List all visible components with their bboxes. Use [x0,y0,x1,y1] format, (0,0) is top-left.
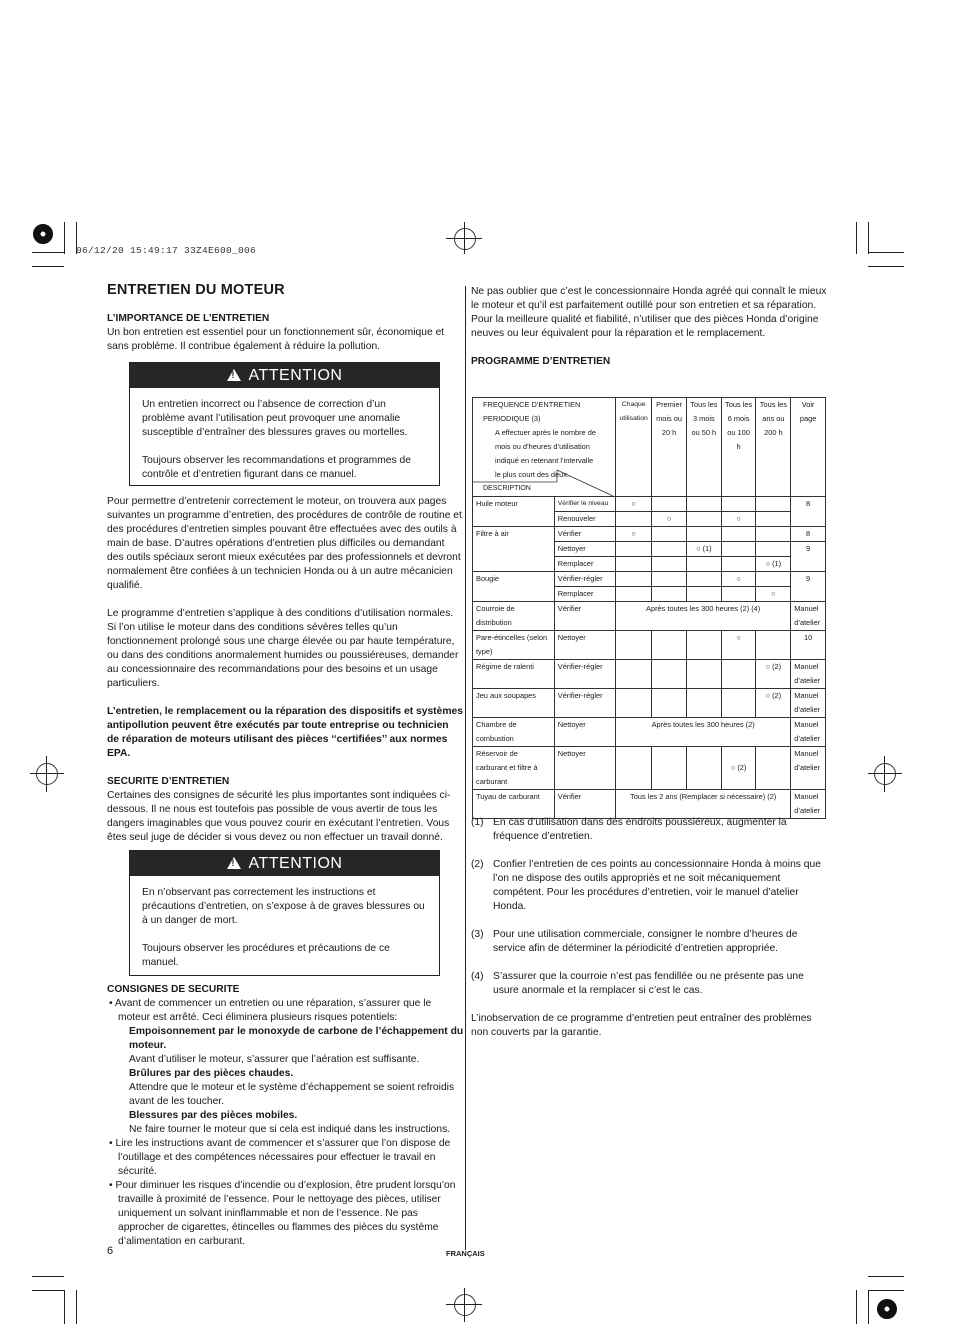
crosshair-line [30,773,64,774]
list-item-text: Lire les instructions avant de commencer et s’assurer que l’on dispose de l’outillage et des compétences nécessaires pour effectuer le travail en sécurité. [115,1138,451,1177]
item-action: Vérifier [554,602,615,631]
warning-triangle-icon [227,369,241,381]
item-name: Courroie de distribution [473,602,555,631]
header-note: mois ou d’heures d’utilisation [495,442,590,451]
hazard-heading: Empoisonnement par le monoxyde de carbone de l’échappement du moteur. [129,1026,464,1051]
crosshair-line [884,756,885,792]
left-body [107,495,463,845]
hazard-heading-text: Blessures par des pièces mobiles [129,1110,295,1121]
parts-paragraph: Pour la meilleure qualité et fiabilité, n’utiliser que des pièces Honda d’origine neuves ou leur équivalent pour la réparation et le remplacement. [471,314,819,339]
note-text: S’assurer que la courroie n’est pas fendillée ou ne présente pas une usure anormale et la remplacer si c’est le cas. [493,971,804,996]
page-ref: 9 [791,572,826,602]
note-item [471,970,827,998]
item-name: Chambre de combustion [473,718,555,747]
page-ref: Manuel d’atelier [791,718,826,747]
notes-section [471,816,827,1040]
warning-label: ATTENTION [248,854,343,872]
list-item: • Avant de commencer un entretien ou une réparation, s’assurer que le moteur est arrêté. Ceci éliminera plusieurs risques potentiels: [109,998,432,1023]
registration-target-icon [874,763,896,785]
item-action: Vérifier-régler [554,660,615,689]
note-number: (1) [471,817,484,828]
item-action: Remplacer [554,587,615,602]
header-text [473,398,615,496]
schedule-mark: ○ (1) [756,557,791,572]
crop-mark [64,1290,65,1324]
item-name: Filtre à air [473,527,555,572]
registration-target-icon [454,228,476,250]
table-row [473,718,826,747]
header-periodique: PERIODIQUE (3) [483,414,541,423]
note-number: (4) [471,971,484,982]
safety-list [107,983,465,1249]
column-header: Tous les 6 mois ou 100 h [721,398,756,497]
interval-span: Tous les 2 ans (Remplacer si nécessaire) (2) [616,790,791,819]
schedule-mark: ○ [721,631,756,660]
page-ref: Manuel d’atelier [791,790,826,819]
item-action: Nettoyer [554,718,615,747]
crop-mark [868,252,904,253]
list-item-text: Avant de commencer un entretien ou une réparation, s’assurer que le moteur est arrêté. Ceci éliminera plusieurs risques potentiels: [114,998,432,1023]
interval-span: Après toutes les 300 heures (2) [616,718,791,747]
item-name: Jeu aux soupapes [473,689,555,718]
item-action: Vérifier [554,527,615,542]
crop-mark [64,222,65,254]
schedule-mark: ○ (2) [756,689,791,718]
language-label: FRANÇAIS [446,1249,485,1258]
page-ref: Manuel d’atelier [791,660,826,689]
warning-header [130,851,439,876]
warning-header [130,363,439,388]
safety-text: Certaines des consignes de sécurité les plus importantes sont indiquées ci-dessous. Il ne nous est toutefois pas possible de vous avertir de tous les dangers imaginables que vous pouvez courir en exécutant l’entretien. Vous êtes seul juge de décider si vous devez ou non effectuer un travail donné. [107,790,451,843]
registration-star-icon [877,1299,897,1319]
column-divider [465,286,466,1250]
note-text: En cas d’utilisation dans des endroits poussiéreux, augmenter la fréquence d’entretien. [493,817,787,842]
crop-mark [868,1290,869,1324]
list-item: • Lire les instructions avant de commencer et s’assurer que l’on dispose de l’outillage et des compétences nécessaires pour effectuer le travail en sécurité. [109,1138,451,1177]
print-stamp: 06/12/20 15:49:17 33Z4E600_006 [76,245,257,256]
warning-body [130,876,439,980]
page-ref: 8 [791,527,826,542]
header-note: indiqué en retenant l’intervalle [495,456,594,465]
schedule-heading: PROGRAMME D’ENTRETIEN [471,356,611,367]
crop-mark [856,222,857,254]
table-row [473,527,826,542]
importance-heading: L’IMPORTANCE DE L’ENTRETIEN [107,313,270,324]
column-header: Voir page [791,398,826,497]
item-name: Régime de ralenti [473,660,555,689]
schedule-mark: ○ [721,572,756,587]
column-header: Tous les 3 mois ou 50 h [686,398,721,497]
item-action: Nettoyer [554,631,615,660]
crop-mark [32,1290,64,1291]
item-action: Vérifier le niveau [554,497,615,512]
table-row [473,660,826,689]
crosshair-line [464,1288,465,1322]
conditions-paragraph: Le programme d’entretien s’applique à des conditions d’utilisation normales. Si l’on utilise le moteur dans des conditions sévères telles qu’un fonctionnement prolongé sous une charge élevée ou par haute température, ou dans des conditions anormalement humides ou poussiéreuses, demander au concessionnaire des recommandations pour des besoins et un usage particuliers. [107,608,459,689]
list-item-text: Pour diminuer les risques d’incendie ou d’explosion, être prudent lorsqu’on travaille à proximité de l’essence. Pour le nettoyage des pièces, utiliser uniquement un solvant ininflammable et non de l’essence. Ne pas approcher de cigarettes, étincelles ou flammes des pièces du système d’alimentation en carburant. [115,1180,456,1247]
crop-mark [76,1290,77,1324]
schedule-mark: ○ [652,512,687,527]
left-column [107,283,461,354]
item-action: Vérifier [554,790,615,819]
header-description-cell [473,398,616,497]
item-action: Vérifier-régler [554,572,615,587]
table-row [473,572,826,587]
crop-mark [868,1276,904,1277]
crop-mark [32,252,64,253]
column-header: Chaque utilisation [616,398,652,497]
item-name: Bougie [473,572,555,602]
column-header: Premier mois ou 20 h [652,398,687,497]
warning-triangle-icon [227,857,241,869]
crosshair-line [868,773,902,774]
item-action: Nettoyer [554,542,615,557]
item-name: Pare-étincelles (selon type) [473,631,555,660]
schedule-mark: ○ [756,587,791,602]
registration-target-icon [454,1294,476,1316]
hazard-text: Ne faire tourner le moteur que si cela est indiqué dans les instructions. [129,1124,451,1135]
dealer-paragraph: Ne pas oublier que c’est le concessionnaire Honda agréé qui connaît le mieux le moteur et qu’il est parfaitement outillé pour son entretien et sa réparation. [471,286,827,311]
hazard-heading: Brûlures par des pièces chaudes. [129,1068,294,1079]
schedule-mark: ○ (2) [721,747,756,790]
crosshair-line [464,222,465,254]
registration-star-icon [33,224,53,244]
crop-mark [868,222,869,254]
header-note: le plus court des deux. [495,470,569,479]
schedule-mark: ○ [616,527,652,542]
schedule-mark: ○ [721,512,756,527]
header-description: DESCRIPTION [483,485,531,492]
table-row [473,747,826,790]
right-column [471,285,827,369]
warning-text: Toujours observer les recommandations et programmes de contrôle et d’entretien figurant dans ce manuel. [142,455,411,480]
page-ref: Manuel d’atelier [791,747,826,790]
page-ref: 8 [791,497,826,527]
warning-body [130,388,439,492]
warning-text: En n’observant pas correctement les instructions et précautions d’entretien, on s’expose à de graves blessures ou à un danger de mort. [142,887,425,926]
table-header-row [473,398,826,497]
hazard-heading: Blessures par des pièces mobiles. [129,1110,298,1121]
table-row [473,497,826,512]
table-row [473,631,826,660]
item-name: Réservoir de carburant et filtre à carburant [473,747,555,790]
hazard-heading-text: Empoisonnement par le monoxyde de carbone de l’échappement du moteur [129,1026,464,1051]
item-action: Renouveler [554,512,615,527]
item-name: Tuyau de carburant [473,790,555,819]
hazard-text: Avant d’utiliser le moteur, s’assurer que l’aération est suffisante. [129,1054,420,1065]
interval-span: Après toutes les 300 heures (2) (4) [616,602,791,631]
page-title: ENTRETIEN DU MOTEUR [107,282,285,298]
note-text: Pour une utilisation commerciale, consigner le nombre d’heures de service afin de déterminer la périodicité d’entretien appropriée. [493,929,798,954]
warning-label: ATTENTION [248,366,343,384]
warning-text: Toujours observer les procédures et précautions de ce manuel. [142,943,390,968]
note-item [471,816,827,844]
header-frequency: FREQUENCE D’ENTRETIEN [483,400,581,409]
warning-text: Un entretien incorrect ou l’absence de correction d’un problème avant l’utilisation peut provoquer une anomalie susceptible d’entraîner des blessures graves ou mortelles. [142,399,408,438]
importance-text: Un bon entretien est essentiel pour un fonctionnement sûr, économique et sans problème. Il contribue également à réduire la pollution. [107,327,445,352]
page-ref: Manuel d’atelier [791,689,826,718]
crosshair-line [46,756,47,792]
maintenance-schedule-table [472,397,826,819]
maintenance-paragraph: Pour permettre d’entretenir correctement le moteur, on trouvera aux pages suivantes un programme d’entretien, des procédures de contrôle de routine et des procédures d’entretien simples pouvant être effectuées avec des outils à main de base. D’autres opérations d’entretien plus difficiles ou demandant des outils spéciaux seront mieux exécutées par des professionnels et devront normalement être confiées à un technicien Honda ou à un autre mécanicien qualifié. [107,496,462,591]
page-ref: Manuel d’atelier [791,602,826,631]
note-item [471,858,827,914]
list-item: • Pour diminuer les risques d’incendie ou d’explosion, être prudent lorsqu’on travaille à proximité de l’essence. Pour le nettoyage des pièces, utiliser uniquement un solvant ininflammable et non de l’essence. Ne pas approcher de cigarettes, étincelles ou flammes des pièces du système d’alimentation en carburant. [109,1180,456,1247]
item-action: Nettoyer [554,747,615,790]
warning-box [129,850,440,976]
crop-mark [868,1290,904,1291]
page-ref: 10 [791,631,826,660]
warning-box [129,362,440,486]
note-item [471,928,827,956]
safety-heading: SECURITE D’ENTRETIEN [107,776,230,787]
crop-mark [856,1290,857,1324]
crop-mark [32,266,64,267]
schedule-mark: ○ (2) [756,660,791,689]
item-action: Remplacer [554,557,615,572]
schedule-mark: ○ (1) [686,542,721,557]
table-row [473,790,826,819]
header-note: A effectuer après le nombre de [495,428,596,437]
column-header: Tous les ans ou 200 h [756,398,791,497]
consignes-heading: CONSIGNES DE SECURITE [107,984,240,995]
crop-mark [868,266,904,267]
page-ref: 9 [791,542,826,572]
table-row [473,689,826,718]
item-action: Vérifier-régler [554,689,615,718]
schedule-mark: ○ [616,497,652,512]
crop-mark [32,1276,64,1277]
note-number: (2) [471,859,484,870]
registration-target-icon [36,763,58,785]
table-row [473,602,826,631]
page-number: 6 [107,1245,114,1257]
note-number: (3) [471,929,484,940]
item-name: Huile moteur [473,497,555,527]
note-text: Confier l’entretien de ces points au concessionnaire Honda à moins que l’on ne dispose des outils appropriés et ne soit mécaniquement compétent. Pour les procédures d’entretien, voir le manuel d’atelier Honda. [493,859,821,912]
hazard-text: Attendre que le moteur et le système d’échappement se soient refroidis avant de les toucher. [129,1082,455,1107]
epa-paragraph: L’entretien, le remplacement ou la réparation des dispositifs et systèmes antipollution peuvent être exécutés par toute entreprise ou technicien de réparation de moteurs utilisant des pièces ‘‘certifiées’’ aux normes EPA. [107,706,463,759]
warranty-paragraph: L’inobservation de ce programme d’entretien peut entraîner des problèmes non couverts par la garantie. [471,1013,812,1038]
